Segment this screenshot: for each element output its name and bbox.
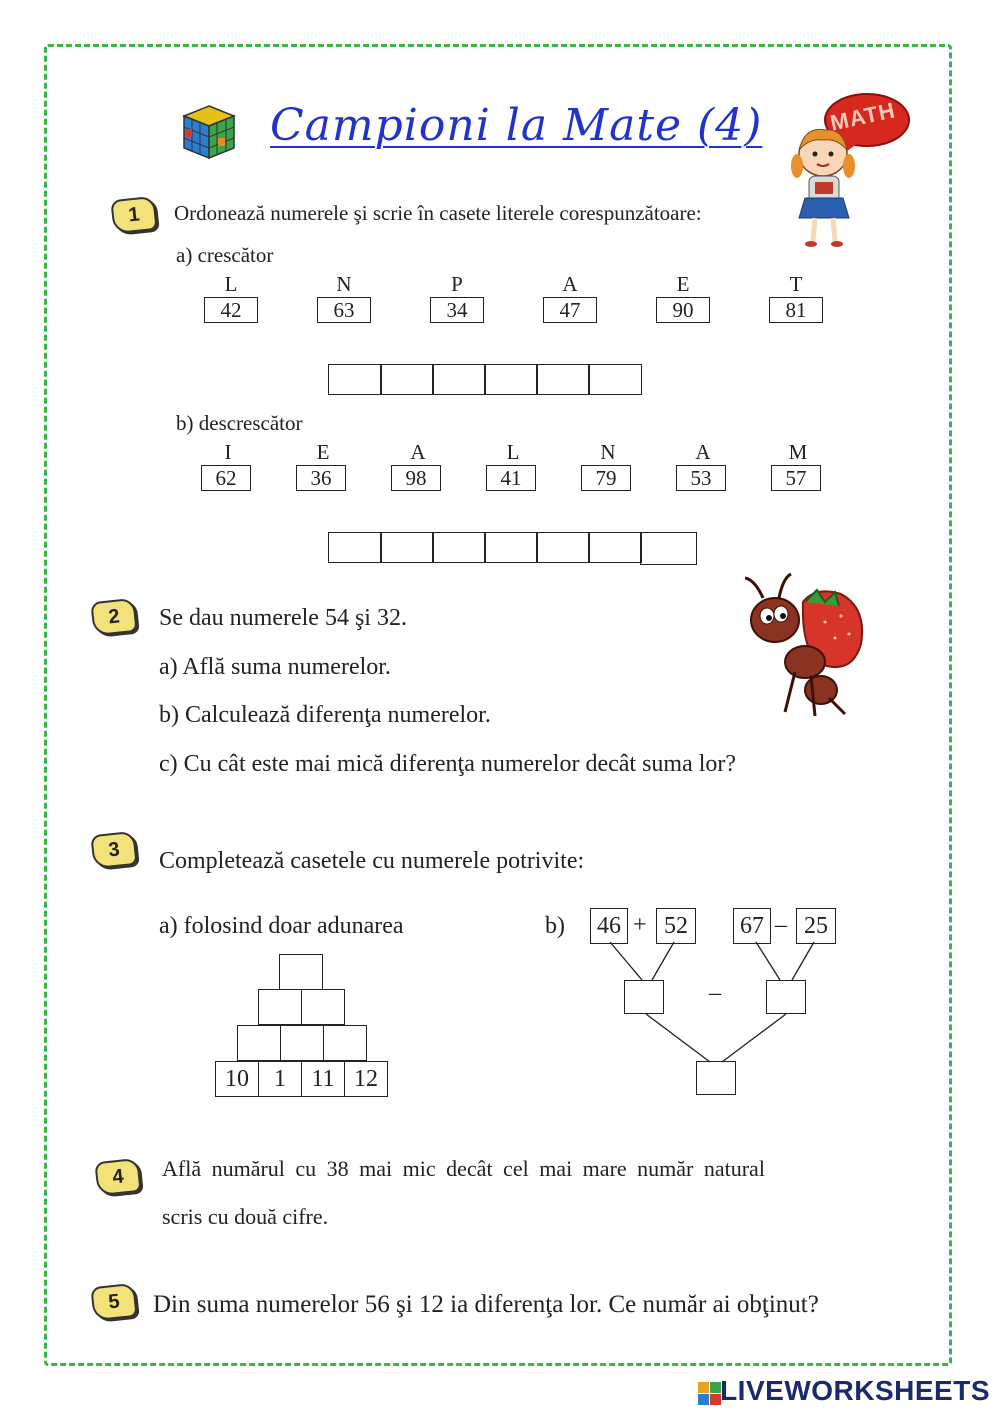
number-box: 41 (486, 465, 536, 491)
answer-box[interactable] (432, 364, 486, 395)
number-box: 98 (391, 465, 441, 491)
answer-box[interactable] (432, 532, 486, 563)
pyramid-base-box: 10 (215, 1061, 259, 1097)
number-box: 63 (317, 297, 371, 323)
exercise-1-badge: 1 (110, 196, 157, 234)
number-box: 42 (204, 297, 258, 323)
letter-label: T (789, 272, 803, 296)
exercise-2-line-c: c) Cu cât este mai mică diferenţa numerelor decât suma lor? (159, 751, 737, 777)
tree-result-box[interactable] (696, 1061, 736, 1095)
answer-box[interactable] (588, 364, 642, 395)
number-box: 34 (430, 297, 484, 323)
tree-operator: – (709, 980, 721, 1006)
answer-box[interactable] (328, 532, 382, 563)
tree-operator: – (775, 912, 787, 938)
tree-answer-box[interactable] (766, 980, 806, 1014)
math-badge-text: MATH (828, 97, 898, 136)
letter-label: N (600, 440, 616, 464)
page-title: Campioni la Mate (4) (270, 100, 763, 151)
answer-box[interactable] (588, 532, 642, 563)
number-box: 90 (656, 297, 710, 323)
exercise-4-badge: 4 (94, 1158, 141, 1196)
pyramid-box[interactable] (323, 1025, 367, 1061)
tree-number-box: 25 (796, 908, 836, 944)
letter-label: E (676, 272, 690, 296)
exercise-2-badge: 2 (90, 598, 137, 636)
exercise-4-line-1: Află numărul cu 38 mai mic decât cel mai mare număr natural (162, 1156, 765, 1181)
letter-label: A (695, 440, 711, 464)
exercise-3-instruction: Completează casetele cu numerele potrivite: (159, 848, 585, 874)
exercise-4-line-2: scris cu două cifre. (162, 1204, 329, 1229)
exercise-5-badge: 5 (90, 1283, 137, 1321)
pyramid-box[interactable] (237, 1025, 281, 1061)
pyramid-box[interactable] (258, 989, 302, 1025)
letter-label: P (451, 272, 463, 296)
exercise-2-line-a: a) Află suma numerelor. (159, 654, 391, 680)
answer-box[interactable] (536, 532, 590, 563)
number-box: 47 (543, 297, 597, 323)
letter-label: L (224, 272, 238, 296)
tree-answer-box[interactable] (624, 980, 664, 1014)
pyramid-base-box: 1 (258, 1061, 302, 1097)
letter-label: E (316, 440, 330, 464)
exercise-5-text: Din suma numerelor 56 şi 12 ia diferenţa lor. Ce număr ai obţinut? (153, 1291, 819, 1318)
ant-strawberry-illustration (745, 572, 870, 720)
exercise-3a-label: a) folosind doar adunarea (159, 913, 404, 939)
exercise-2-line-0: Se dau numerele 54 şi 32. (159, 605, 407, 631)
exercise-1a-answer-row (328, 364, 642, 395)
answer-box[interactable] (640, 532, 697, 565)
exercise-2-line-b: b) Calculează diferenţa numerelor. (159, 702, 491, 728)
letter-label: A (410, 440, 426, 464)
rubik-cube-icon (180, 102, 238, 162)
answer-box[interactable] (380, 364, 434, 395)
answer-box[interactable] (484, 364, 538, 395)
exercise-1b-answer-row (328, 532, 697, 565)
number-box: 81 (769, 297, 823, 323)
pyramid-base-box: 11 (301, 1061, 345, 1097)
exercise-1a-label: a) crescător (176, 243, 274, 267)
letter-label: I (224, 440, 232, 464)
liveworksheets-logo-icon (698, 1382, 722, 1406)
exercise-1b-label: b) descrescător (176, 411, 303, 435)
answer-box[interactable] (536, 364, 590, 395)
number-box: 53 (676, 465, 726, 491)
number-box: 57 (771, 465, 821, 491)
number-box: 36 (296, 465, 346, 491)
tree-number-box: 52 (656, 908, 696, 944)
letter-label: N (336, 272, 352, 296)
letter-label: A (562, 272, 578, 296)
tree-operator: + (633, 912, 647, 938)
liveworksheets-logo: LIVEWORKSHEETS (720, 1375, 990, 1406)
tree-number-box: 46 (590, 908, 628, 944)
pyramid-box[interactable] (280, 1025, 324, 1061)
exercise-3b-label: b) (545, 913, 565, 939)
exercise-3-badge: 3 (90, 831, 137, 869)
letter-label: L (506, 440, 520, 464)
pyramid-box[interactable] (301, 989, 345, 1025)
answer-box[interactable] (484, 532, 538, 563)
answer-box[interactable] (380, 532, 434, 563)
answer-box[interactable] (328, 364, 382, 395)
exercise-1-instruction: Ordonează numerele şi scrie în casete literele corespunzătoare: (174, 201, 702, 225)
number-box: 79 (581, 465, 631, 491)
tree-number-box: 67 (733, 908, 771, 944)
pyramid-base-box: 12 (344, 1061, 388, 1097)
letter-label: M (788, 440, 808, 464)
pyramid-box[interactable] (279, 954, 323, 990)
number-box: 62 (201, 465, 251, 491)
